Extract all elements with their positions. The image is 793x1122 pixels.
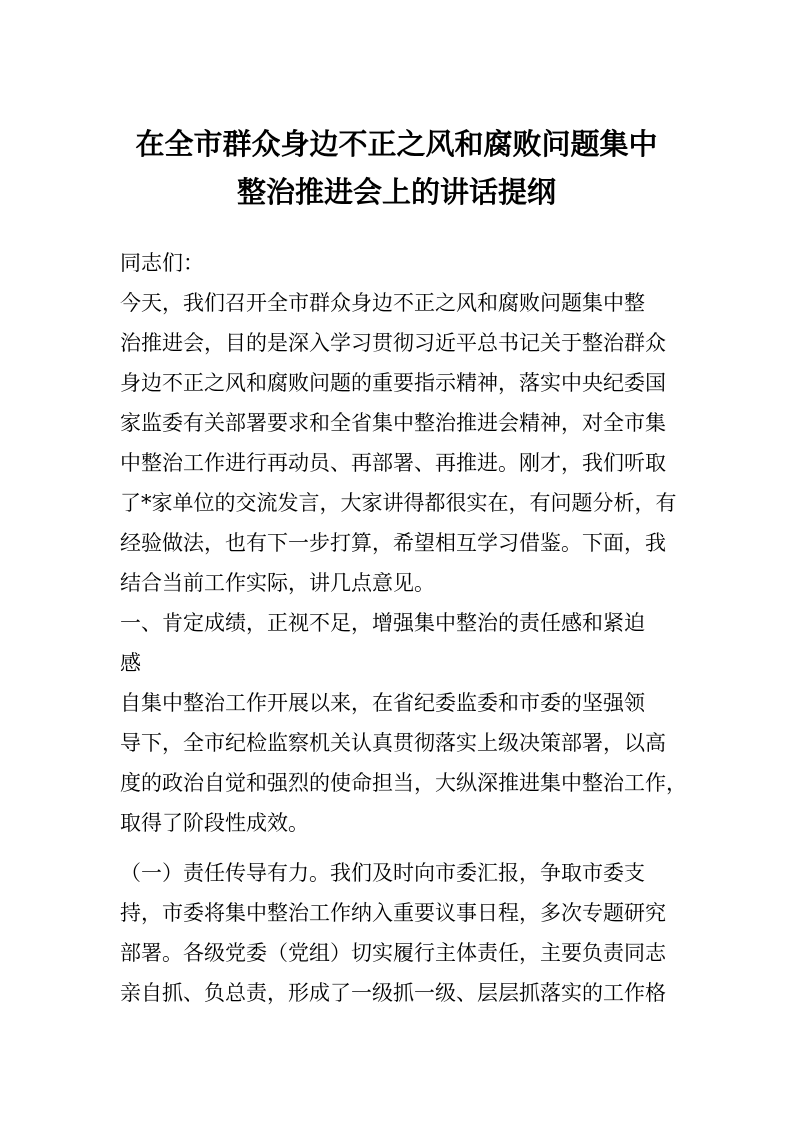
body-line: 持，市委将集中整治工作纳入重要议事日程，多次专题研究 (120, 901, 666, 925)
body-line: 度的政治自觉和强烈的使命担当，大纵深推进集中整治工作， (120, 771, 687, 795)
body-line: 身边不正之风和腐败问题的重要指示精神，落实中央纪委国 (120, 371, 666, 395)
body-line: （一）责任传导有力。我们及时向市委汇报，争取市委支 (120, 861, 645, 885)
body-line: 部署。各级党委（党组）切实履行主体责任，主要负责同志 (120, 941, 666, 965)
body-line: 自集中整治工作开展以来，在省纪委监委和市委的坚强领 (120, 691, 645, 715)
salutation: 同志们： (120, 251, 204, 275)
section-heading-line: 一、肯定成绩，正视不足，增强集中整治的责任感和紧迫 (120, 611, 645, 635)
document-title-line-1: 在全市群众身边不正之风和腐败问题集中 (135, 127, 658, 161)
body-line: 经验做法，也有下一步打算，希望相互学习借鉴。下面，我 (120, 531, 666, 555)
body-line: 家监委有关部署要求和全省集中整治推进会精神，对全市集 (120, 411, 666, 435)
body-line: 中整治工作进行再动员、再部署、再推进。刚才，我们听取 (120, 451, 666, 475)
body-line: 结合当前工作实际，讲几点意见。 (120, 571, 435, 595)
section-heading-line: 感 (120, 651, 141, 675)
body-line: 取得了阶段性成效。 (120, 811, 309, 835)
body-line: 治推进会，目的是深入学习贯彻习近平总书记关于整治群众 (120, 331, 666, 355)
body-line: 了*家单位的交流发言，大家讲得都很实在，有问题分析，有 (120, 491, 677, 515)
body-line: 导下，全市纪检监察机关认真贯彻落实上级决策部署，以高 (120, 731, 666, 755)
body-line: 今天，我们召开全市群众身边不正之风和腐败问题集中整 (120, 291, 645, 315)
body-line: 亲自抓、负总责，形成了一级抓一级、层层抓落实的工作格 (120, 981, 666, 1005)
document-title-line-2: 整治推进会上的讲话提纲 (236, 175, 556, 209)
